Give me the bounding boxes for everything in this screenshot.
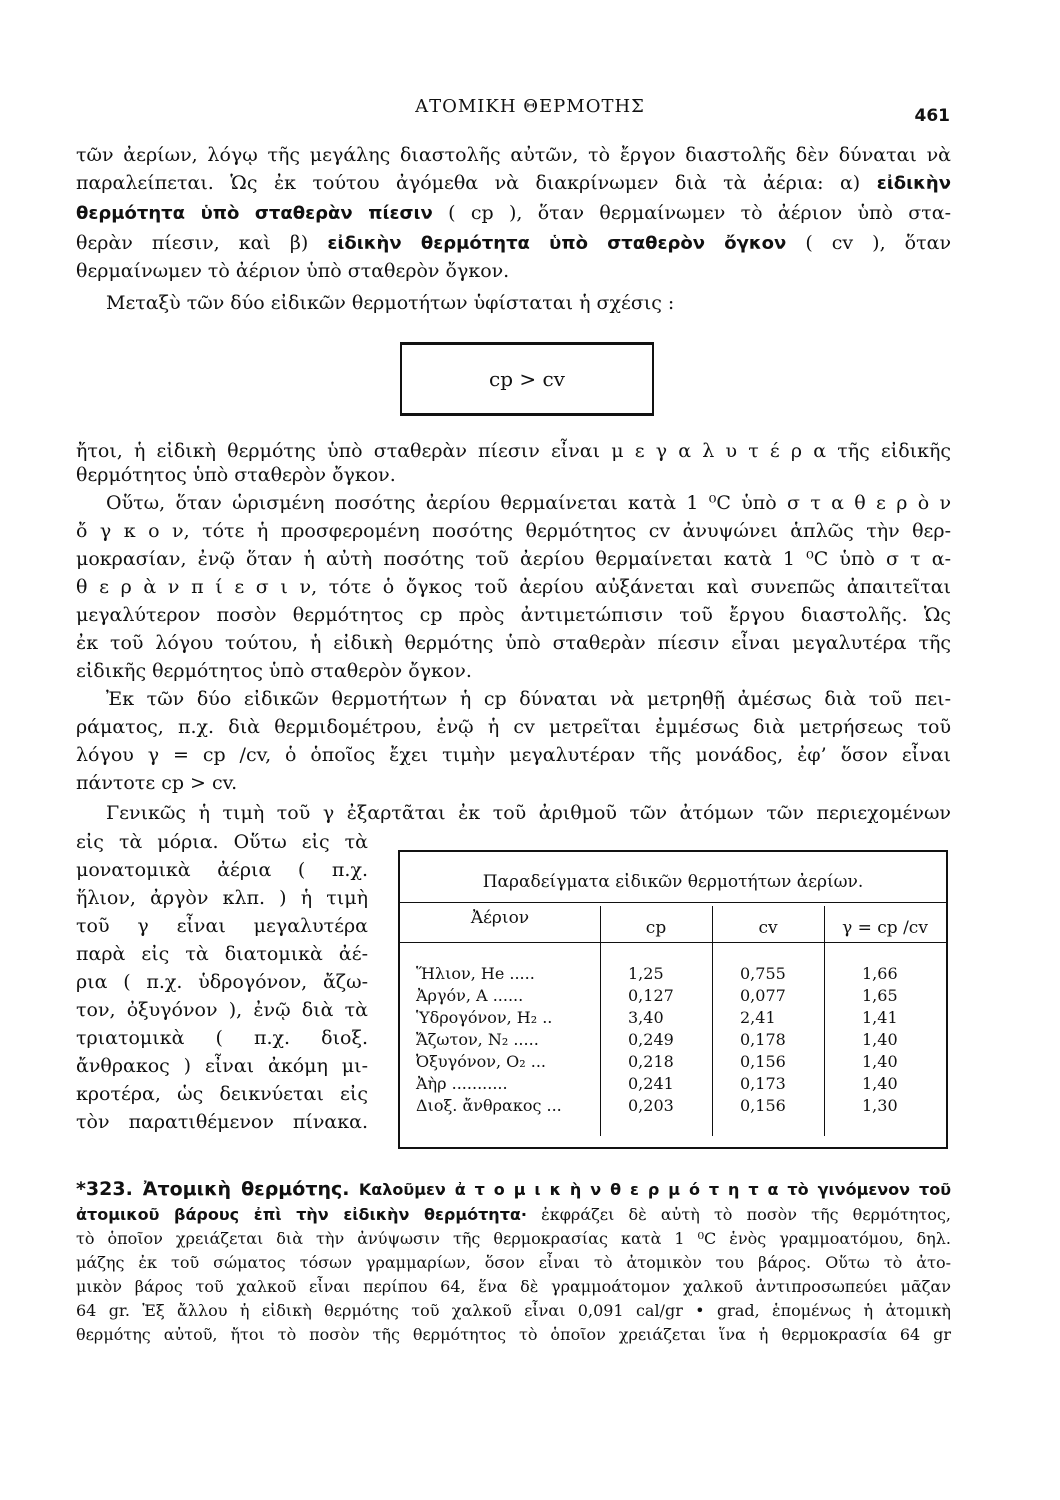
text-span: ἐκφράζει δὲ αὐτὴ τὸ ποσὸν τῆς θερμότητος, (541, 1205, 952, 1224)
cell-gas: Ὑδρογόνον, H₂ .. (416, 1008, 553, 1027)
cell-gas: Ἄζωτον, N₂ ..... (416, 1030, 539, 1049)
text-line: λόγου γ = cp /cv, ὁ ὁποῖος ἔχει τιμὴν μεγαλυτέραν τῆς μονάδος, ἐφ’ ὅσον εἶναι (76, 744, 951, 766)
text-line: μικὸν βάρος τοῦ χαλκοῦ εἶναι περίπου 64, ἕνα δὲ γραμμοάτομον χαλκοῦ ἀντιπροσωπεύει μᾶζαν (76, 1277, 951, 1296)
text-line: μάζης ἐκ τοῦ σώματος τόσων γραμμαρίων, ὅσον εἶναι τὸ ἀτομικὸν του βάρος. Οὕτω τὸ ἀτο- (76, 1253, 951, 1272)
side-text-line: μονατομικὰ ἀέρια ( π.χ. (76, 859, 368, 881)
table-caption: Παραδείγματα εἰδικῶν θερμοτήτων ἀερίων. (400, 862, 946, 903)
cell-gamma: 1,41 (862, 1008, 898, 1027)
text-line: τῶν ἀερίων, λόγῳ τῆς μεγάλης διαστολῆς αὐτῶν, τὸ ἔργον διαστολῆς δὲν δύναται νὰ (76, 144, 951, 166)
text-span: ( cp ), ὅταν θερμαίνωμεν τὸ ἀέριον ὑπὸ στα- (448, 202, 951, 224)
text-span: θερὰν πίεσιν, καὶ β) (76, 232, 309, 254)
table-header-gamma: γ = cp /cv (842, 918, 928, 938)
side-text-line: τριατομικὰ ( π.χ. διοξ. (76, 1027, 368, 1049)
text-line (76, 200, 951, 227)
table-header-rule (400, 942, 946, 943)
cell-cv: 0,173 (740, 1074, 786, 1093)
bold-term: ἀτομικοῦ βάρους ἐπὶ τὴν εἰδικὴν θερμότητα· (76, 1205, 527, 1224)
side-text-line: τὸν παρατιθέμενον πίνακα. (76, 1111, 368, 1133)
bold-term: Καλοῦμεν ἀ τ ο μ ι κ ὴ ν θ ε ρ μ ό τ η τ α τὸ γινόμενον τοῦ (358, 1180, 952, 1199)
formula: cp > cv (489, 367, 565, 391)
table-row (400, 1074, 946, 1096)
table-row (400, 986, 946, 1008)
cell-gas: Ἀὴρ ........... (416, 1074, 508, 1093)
text-line (76, 230, 951, 257)
text-line: θερμότητος ὑπὸ σταθερὸν ὄγκον. (76, 464, 396, 486)
cell-gamma: 1,66 (862, 964, 898, 983)
table-row (400, 1030, 946, 1052)
section-heading: *323. Ἀτομικὴ θερμότης. (76, 1178, 350, 1200)
cell-cp: 1,25 (628, 964, 664, 983)
cell-gamma: 1,65 (862, 986, 898, 1005)
bold-term: εἰδικὴν (876, 173, 951, 194)
table-header-cp: cp (645, 918, 667, 938)
cell-cp: 3,40 (628, 1008, 664, 1027)
page-number: 461 (914, 106, 950, 126)
table-row (400, 1096, 946, 1118)
cell-gas: Ὀξυγόνον, O₂ ... (416, 1052, 546, 1071)
text-line: μεγαλύτερον ποσὸν θερμότητος cp πρὸς ἀντιμετώπισιν τοῦ ἔργου διαστολῆς. Ὡς (76, 604, 951, 626)
cell-cp: 0,218 (628, 1052, 674, 1071)
cell-cp: 0,241 (628, 1074, 674, 1093)
cell-gas: Ἥλιον, He ..... (416, 964, 535, 983)
cell-cv: 0,077 (740, 986, 786, 1005)
cell-cp: 0,127 (628, 986, 674, 1005)
cell-cv: 0,156 (740, 1096, 786, 1115)
cell-cp: 0,249 (628, 1030, 674, 1049)
text-line: Γενικῶς ἡ τιμὴ τοῦ γ ἐξαρτᾶται ἐκ τοῦ ἀριθμοῦ τῶν ἀτόμων τῶν περιεχομένων (106, 802, 951, 824)
text-line: μοκρασίαν, ἐνῷ ὅταν ἡ αὐτὴ ποσότης τοῦ ἀερίου θερμαίνεται κατὰ 1 ⁰C ὑπὸ σ τ α- (76, 548, 951, 570)
cell-cv: 0,755 (740, 964, 786, 983)
cell-gamma: 1,40 (862, 1030, 898, 1049)
text-span: παραλείπεται. Ὡς ἐκ τούτου ἀγόμεθα νὰ διακρίνωμεν διὰ τὰ ἀέρια: α) (76, 172, 861, 194)
running-head-title: ΑΤΟΜΙΚΗ ΘΕΡΜΟΤΗΣ (415, 96, 645, 117)
cell-gamma: 1,40 (862, 1074, 898, 1093)
specific-heat-table (398, 850, 948, 1149)
table-row (400, 964, 946, 986)
text-line: θερμότης αὐτοῦ, ἤτοι τὸ ποσὸν τῆς θερμότητος τὸ ὁποῖον χρειάζεται ἵνα ἡ θερμοκρασία 64 gr (76, 1325, 951, 1344)
cell-gas: Διοξ. ἄνθρακος ... (416, 1096, 562, 1115)
side-text-line: εἰς τὰ μόρια. Οὕτω εἰς τὰ (76, 831, 368, 853)
bold-term: θερμότητα ὑπὸ σταθερὰν πίεσιν (76, 203, 433, 224)
side-text-line: παρὰ εἰς τὰ διατομικὰ ἀέ- (76, 943, 368, 965)
cell-gas: Ἀργόν, A ...... (416, 986, 524, 1005)
text-span: ( cv ), ὅταν (805, 232, 952, 254)
section-heading-line (76, 1176, 951, 1203)
side-text-line: ἥλιον, ἀργὸν κλπ. ) ἡ τιμὴ (76, 887, 368, 909)
side-text-line: τον, ὀξυγόνον ), ἐνῷ διὰ τὰ (76, 999, 368, 1021)
table-header-gas: Ἀέριον (470, 908, 530, 928)
side-text-line: ρια ( π.χ. ὑδρογόνον, ἄζω- (76, 971, 368, 993)
text-line: θερμαίνωμεν τὸ ἀέριον ὑπὸ σταθερὸν ὄγκον. (76, 260, 510, 282)
text-line: ὄ γ κ ο ν, τότε ἡ προσφερομένη ποσότης θερμότητος cv ἀνυψώνει ἁπλῶς τὴν θερ- (76, 520, 951, 542)
formula-box (400, 342, 654, 416)
cell-gamma: 1,30 (862, 1096, 898, 1115)
text-line: εἰδικῆς θερμότητος ὑπὸ σταθερὸν ὄγκον. (76, 660, 472, 682)
text-line: 64 gr. Ἐξ ἄλλου ἡ εἰδικὴ θερμότης τοῦ χαλκοῦ εἶναι 0,091 cal/gr • grad, ἑπομένως ἡ ἀτομικὴ (76, 1301, 951, 1320)
cell-cv: 0,178 (740, 1030, 786, 1049)
cell-gamma: 1,40 (862, 1052, 898, 1071)
table-row (400, 1052, 946, 1074)
text-line: ράματος, π.χ. διὰ θερμιδομέτρου, ἐνῷ ἡ cv μετρεῖται ἐμμέσως διὰ μετρήσεως τοῦ (76, 716, 951, 738)
text-line: τὸ ὁποῖον χρειάζεται διὰ τὴν ἀνύψωσιν τῆς θερμοκρασίας κατὰ 1 ⁰C ἑνὸς γραμμοατόμου, δηλ. (76, 1229, 951, 1248)
text-line: πάντοτε cp > cv. (76, 772, 238, 794)
side-text-line: τοῦ γ εἶναι μεγαλυτέρα (76, 915, 368, 937)
text-line: Μεταξὺ τῶν δύο εἰδικῶν θερμοτήτων ὑφίσταται ἡ σχέσις : (106, 292, 675, 314)
text-line: θ ε ρ ὰ ν π ί ε σ ι ν, τότε ὁ ὄγκος τοῦ ἀερίου αὐξάνεται καὶ συνεπῶς ἀπαιτεῖται (76, 576, 951, 598)
text-line (76, 170, 951, 197)
cell-cv: 2,41 (740, 1008, 776, 1027)
cell-cp: 0,203 (628, 1096, 674, 1115)
text-line: Οὕτω, ὅταν ὡρισμένη ποσότης ἀερίου θερμαίνεται κατὰ 1 ⁰C ὑπὸ σ τ α θ ε ρ ὸ ν (106, 492, 951, 514)
table-row (400, 1008, 946, 1030)
table-header-cv: cv (758, 918, 778, 938)
text-line: ἤτοι, ἡ εἰδικὴ θερμότης ὑπὸ σταθερὰν πίεσιν εἶναι μ ε γ α λ υ τ έ ρ α τῆς εἰδικῆς (76, 440, 951, 462)
text-line (76, 1204, 951, 1226)
text-line: ἐκ τοῦ λόγου τούτου, ἡ εἰδικὴ θερμότης ὑπὸ σταθερὰν πίεσιν εἶναι μεγαλυτέρα τῆς (76, 632, 951, 654)
text-line: Ἐκ τῶν δύο εἰδικῶν θερμοτήτων ἡ cp δύναται νὰ μετρηθῇ ἀμέσως διὰ τοῦ πει- (106, 688, 951, 710)
bold-term: εἰδικὴν θερμότητα ὑπὸ σταθερὸν ὄγκον (327, 233, 787, 254)
side-text-line: κροτέρα, ὡς δεικνύεται εἰς (76, 1083, 368, 1105)
cell-cv: 0,156 (740, 1052, 786, 1071)
side-text-line: ἄνθρακος ) εἶναι ἀκόμη μι- (76, 1055, 368, 1077)
